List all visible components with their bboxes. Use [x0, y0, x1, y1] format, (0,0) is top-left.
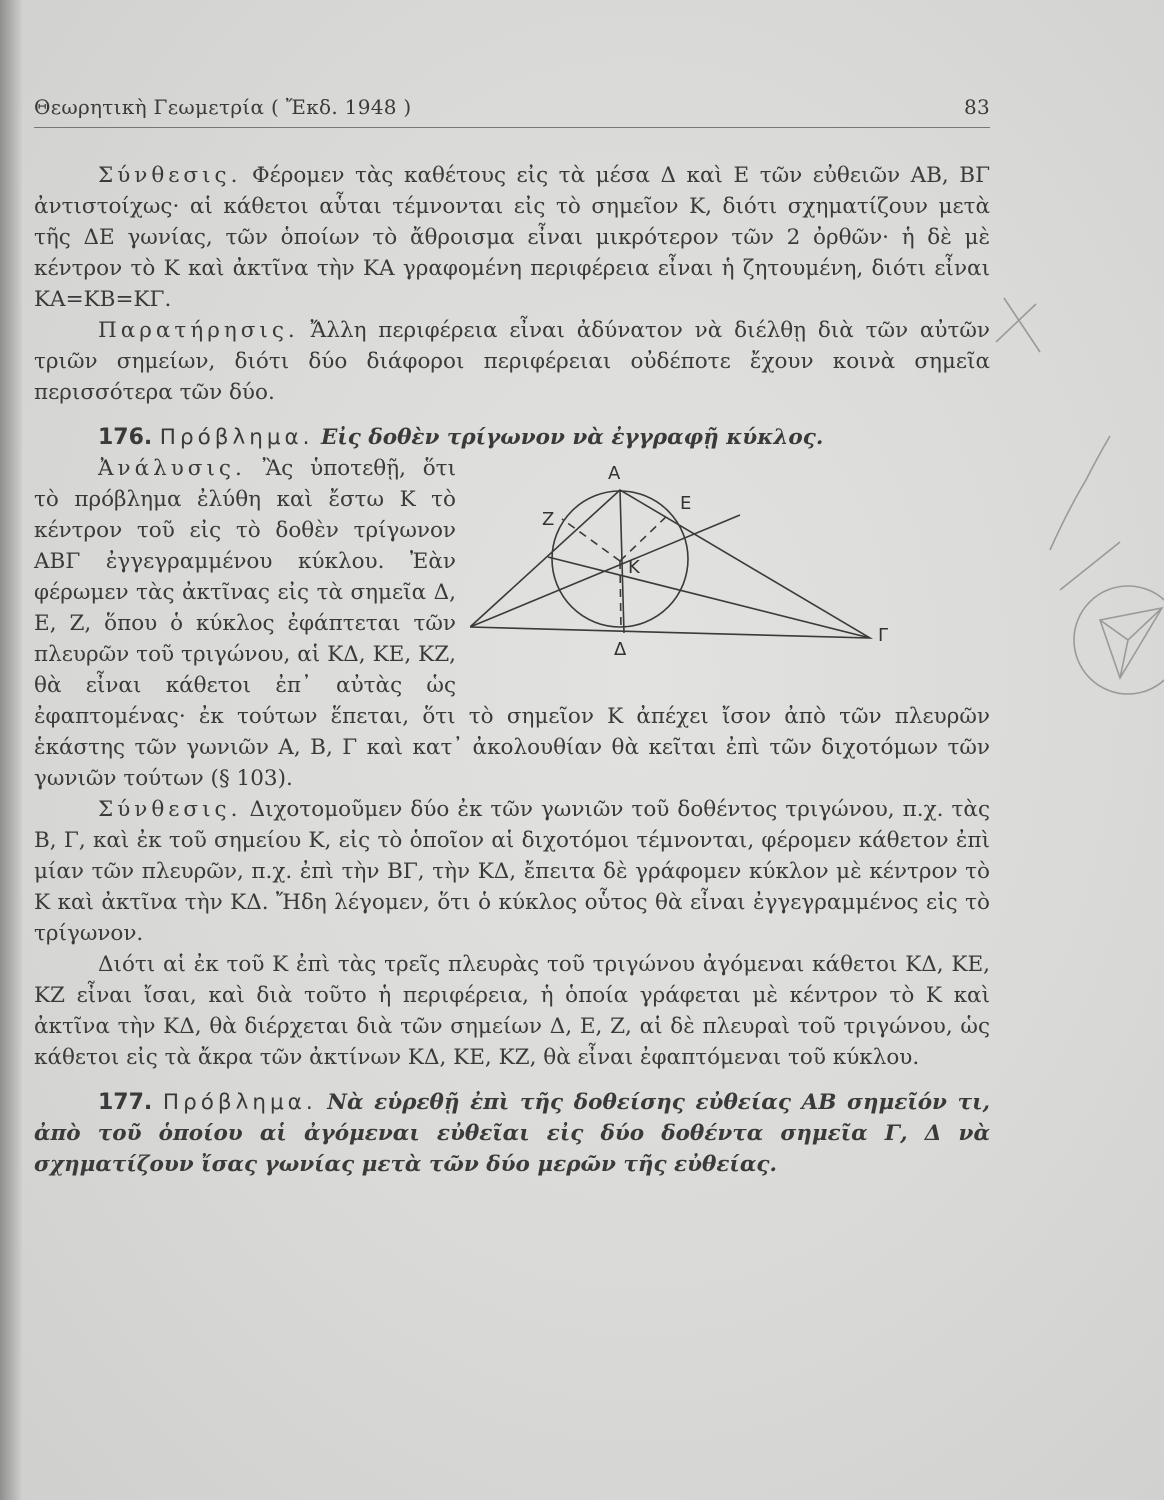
bisector-c	[548, 557, 870, 638]
incircle-diagram	[470, 455, 990, 675]
pencil-marginalia	[990, 290, 1164, 710]
synthesis-text: Φέρομεν τὰς καθέτους εἰς τὰ μέσα Δ καὶ Ε τῶν εὐθειῶν ΑΒ, ΒΓ ἀντιστοίχως· αἱ κάθετοι αὗται τέμνονται εἰς τὸ σημεῖον Κ, διότι σχηματίζουν μετὰ τῆς ΔΕ γωνίας, τῶν ὁποίων τὸ ἄθροισμα εἶναι μικρότερον τῶν 2 ὀρθῶν· ἡ δὲ μὲ κέντρον τὸ Κ καὶ ἀκτῖνα τὴν ΚΑ γραφομένη περιφέρεια εἶναι ἡ ζητουμένη, διότι εἶναι ΚΑ=ΚΒ=ΚΓ.	[34, 163, 990, 312]
problem-176-word: Πρόβλημα.	[159, 425, 314, 450]
analysis-lead: Ἀνάλυσις.	[98, 456, 246, 481]
remark-text: Ἄλλη περιφέρεια εἶναι ἀδύνατον νὰ διέλθῃ διὰ τῶν αὐτῶν τριῶν σημείων, διότι δύο διάφοροι περιφέρειαι οὐδέποτε ἔχουν κοινὰ σημεῖα περισσότερα τῶν δύο.	[34, 318, 990, 405]
radius-kz	[562, 519, 620, 561]
incircle-figure	[470, 455, 990, 675]
proof-paragraph: Διότι αἱ ἐκ τοῦ Κ ἐπὶ τὰς τρεῖς πλευρὰς τοῦ τριγώνου ἀγόμεναι κάθετοι ΚΔ, ΚΕ, ΚΖ εἶναι ἴσαι, καὶ διὰ τοῦτο ἡ περιφέρεια, ἡ ὁποία γράφεται μὲ κέντρον τὸ Κ καὶ ἀκτῖνα τὴν ΚΔ, θὰ διέρχεται διὰ τῶν σημείων Δ, Ε, Ζ, αἱ δὲ πλευραὶ τοῦ τριγώνου, ὡς κάθετοι εἰς τὰ ἄκρα τῶν ἀκτίνων ΚΔ, ΚΕ, ΚΖ, θὰ εἶναι ἐφαπτόμεναι τοῦ κύκλου.	[34, 952, 990, 1070]
synthesis-2-lead: Σύνθεσις.	[98, 797, 242, 822]
page-binding-shadow	[0, 0, 22, 1500]
label-d: Δ	[614, 639, 627, 660]
problem-176-heading	[34, 422, 990, 453]
running-title: Θεωρητικὴ Γεωμετρία ( Ἔκδ. 1948 )	[34, 95, 412, 119]
pencil-scribble	[1050, 436, 1120, 590]
problem-177-word: Πρόβλημα.	[162, 1090, 317, 1115]
synthesis-2-paragraph	[34, 794, 990, 949]
analysis-text: Ἂς ὑποτεθῇ, ὅτι τὸ πρόβλημα ἐλύθη καὶ ἔστω Κ τὸ κέντρον τοῦ εἰς τὸ δοθὲν τρίγωνον ΑΒΓ ἐγγεγραμμένου κύκλου. Ἐὰν φέρωμεν τὰς ἀκτῖνας εἰς τὰ σημεῖα Δ, Ε, Ζ, ὅπου ὁ κύκλος ἐφάπτεται τῶν πλευρῶν τοῦ τριγώνου, αἱ ΚΔ, ΚΕ, ΚΖ, θὰ εἶναι κάθετοι ἐπ᾽ αὐτὰς ὡς ἐφαπτομένας· ἐκ τούτων ἕπεται, ὅτι τὸ σημεῖον Κ ἀπέχει ἴσον ἀπὸ τῶν πλευρῶν ἑκάστης τῶν γωνιῶν Α, Β, Γ καὶ κατ᾽ ἀκολουθίαν θὰ κεῖται ἐπὶ τῶν διχοτόμων τῶν γωνιῶν τούτων (§ 103).	[34, 456, 990, 791]
synthesis-2-text: Διχοτομοῦμεν δύο ἐκ τῶν γωνιῶν τοῦ δοθέντος τριγώνου, π.χ. τὰς Β, Γ, καὶ ἐκ τοῦ σημείου Κ, εἰς τὸ ὁποῖον αἱ διχοτόμοι τέμνονται, φέρομεν κάθετον ἐπὶ μίαν τῶν πλευρῶν, π.χ. ἐπὶ τὴν ΒΓ, τὴν ΚΔ, ἔπειτα δὲ γράφομεν κύκλον μὲ κέντρον τὸ Κ καὶ ἀκτῖνα τὴν ΚΔ. Ἤδη λέγομεν, ὅτι ὁ κύκλος οὗτος θὰ εἶναι ἐγγεγραμμένος εἰς τὸ τρίγωνον.	[34, 797, 990, 946]
problem-177-heading	[34, 1087, 990, 1180]
running-header	[34, 93, 990, 128]
problem-176-statement: Εἰς δοθὲν τρίγωνον νὰ ἐγγραφῇ κύκλος.	[321, 425, 824, 450]
label-a: Α	[608, 463, 621, 484]
synthesis-paragraph	[34, 160, 990, 315]
problem-177-statement: Νὰ εὑρεθῇ ἐπὶ τῆς δοθείσης εὐθείας ΑΒ σημεῖόν τι, ἀπὸ τοῦ ὁποίου αἱ ἀγόμεναι εὐθεῖαι εἰς δύο δοθέντα σημεῖα Γ, Δ νὰ σχηματίζουν ἴσας γωνίας μετὰ τῶν δύο μερῶν τῆς εὐθείας.	[34, 1090, 990, 1177]
problem-177-number: 177.	[98, 1090, 153, 1115]
label-k: Κ	[628, 557, 640, 578]
label-z: Ζ	[542, 509, 555, 530]
remark-paragraph	[34, 315, 990, 408]
pencil-circle-sketch	[1074, 586, 1164, 694]
page-number: 83	[963, 95, 990, 119]
analysis-paragraph	[34, 453, 990, 794]
label-e: Ε	[680, 493, 692, 514]
main-text	[34, 160, 990, 1180]
pencil-triangle-sketch	[1100, 608, 1162, 678]
remark-lead: Παρατήρησις.	[98, 318, 299, 343]
radius-kd	[620, 561, 621, 631]
label-c: Γ	[878, 625, 889, 646]
problem-176-number: 176.	[98, 425, 153, 450]
pencil-cross-mark	[996, 298, 1040, 352]
synthesis-lead: Σύνθεσις.	[98, 163, 242, 188]
